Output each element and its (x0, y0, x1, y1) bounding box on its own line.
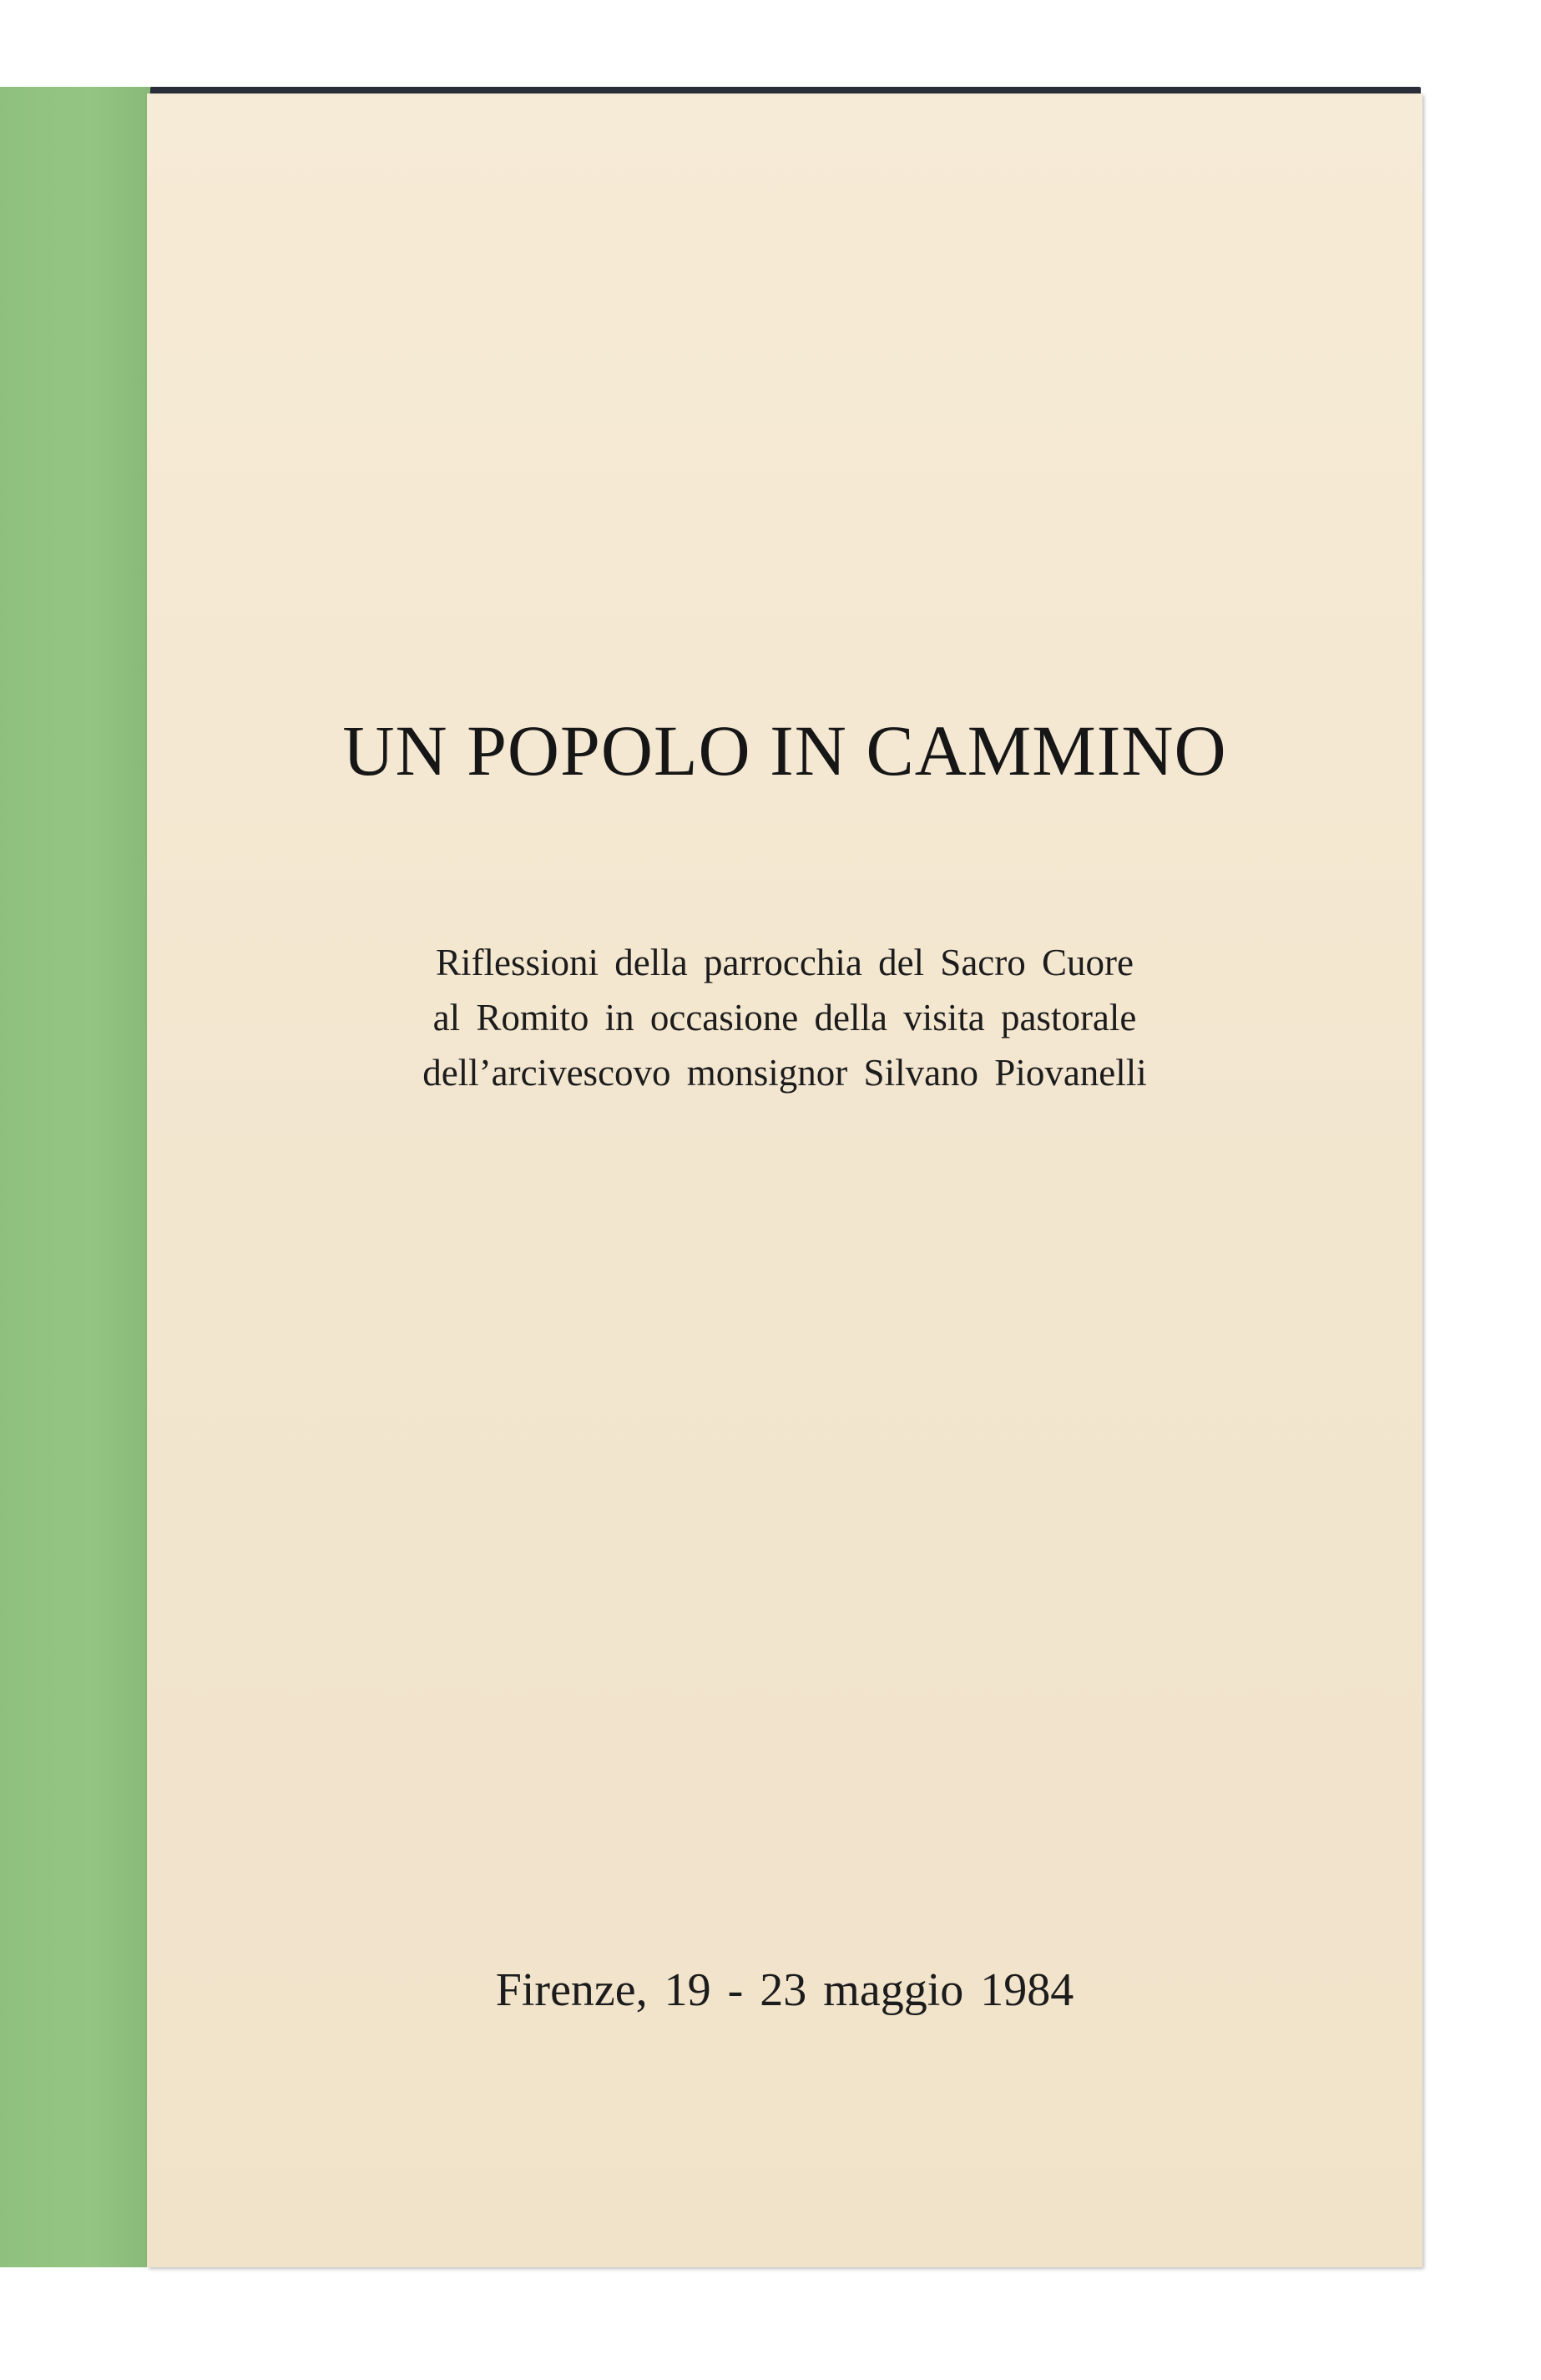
subtitle-line: dell’arcivescovo monsignor Silvano Piovanelli (422, 1052, 1147, 1094)
booklet-page (147, 93, 1422, 2267)
document-subtitle (147, 935, 1422, 1100)
subtitle-line: Riflessioni della parrocchia del Sacro Cuore (436, 942, 1134, 983)
green-cover-strip (0, 87, 152, 2267)
place-and-date: Firenze, 19 - 23 maggio 1984 (495, 1964, 1074, 2016)
subtitle-line: al Romito in occasione della visita pastorale (432, 997, 1137, 1038)
document-title: UN POPOLO IN CAMMINO (342, 710, 1227, 791)
